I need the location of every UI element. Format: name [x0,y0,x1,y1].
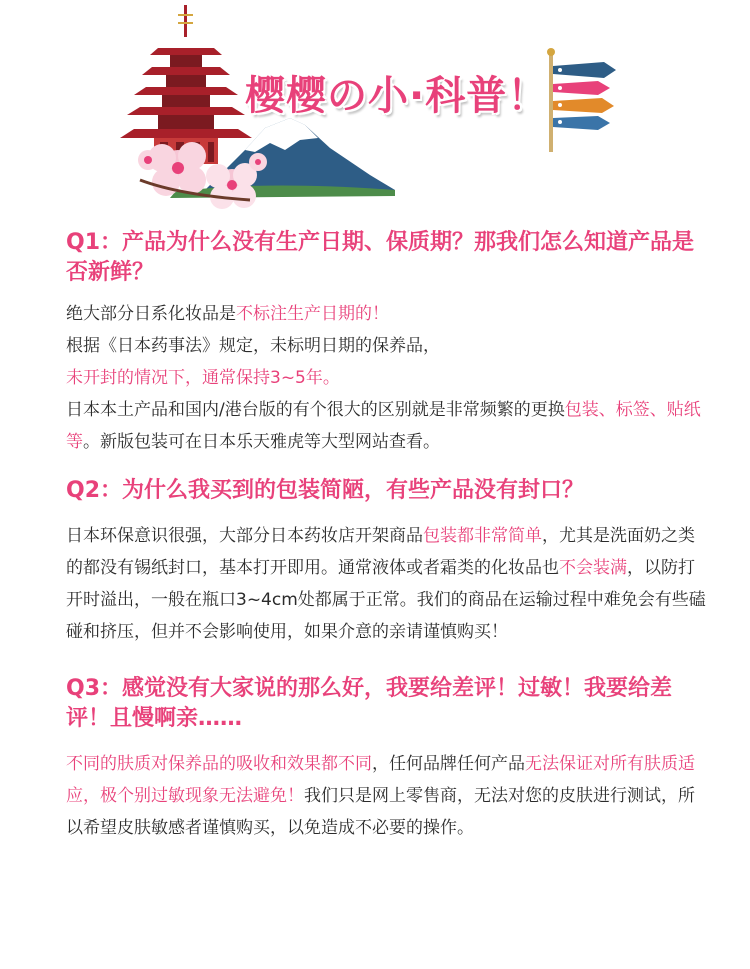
q1-highlight: 包装、标签、贴纸等 [66,400,701,452]
question-3-title: Q3：感觉没有大家说的那么好，我要给差评！过敏！我要给差评！且慢啊亲…… [66,676,673,731]
q2-text: ，尤其是洗面奶之类的都没有锡纸封口，基本打开即用。通常液体或者霜类的化妆品也 [66,526,695,578]
q2-answer [66,520,706,648]
q1-text: 日本本土产品和国内/港台版的有个很大的区别就是非常频繁的更换 [66,400,565,420]
q1-text: 绝大部分日系化妆品是 [66,304,236,324]
q3-answer [66,748,706,844]
q1-highlight: 不标注生产日期的！ [236,304,389,324]
q3-highlight: 无法保证对所有肤质适应，极个别过敏现象无法避免！ [66,754,695,806]
question-2-title: Q2：为什么我买到的包装简陋，有些产品没有封口？ [66,478,585,503]
q2-text: ，以防打开时溢出，一般在瓶口3~4cm处都属于正常。我们的商品在运输过程中难免会有些磕碰和挤压，但并不会影响使用，如果介意的亲请谨慎购买！ [66,558,706,642]
q1-text: 。新版包装可在日本乐天雅虎等大型网站查看。 [83,432,440,452]
q1-line-4 [66,394,706,458]
faq-content [66,228,706,844]
q1-line-2: 根据《日本药事法》规定，未标明日期的保养品， [66,336,440,356]
q2-highlight: 不会装满 [559,558,627,578]
q2-text: 日本环保意识很强，大部分日本药妆店开架商品 [66,526,423,546]
q3-text: ，任何品牌任何产品 [372,754,525,774]
q3-highlight: 不同的肤质对保养品的吸收和效果都不同 [66,754,372,774]
q3-text: 我们只是网上零售商，无法对您的皮肤进行测试，所以希望皮肤敏感者谨慎购买，以免造成不必要的操作。 [66,786,695,838]
question-1-title: Q1：产品为什么没有生产日期、保质期？那我们怎么知道产品是否新鲜？ [66,230,695,285]
page-title: 樱樱の小·科普！ [245,73,549,119]
header-banner [0,0,750,225]
pagoda-icon [120,5,252,164]
q1-line-1 [66,298,706,330]
q1-line-3: 未开封的情况下，通常保持3~5年。 [66,368,340,388]
q2-highlight: 包装都非常简单 [423,526,542,546]
koinobori-icon [547,48,616,152]
